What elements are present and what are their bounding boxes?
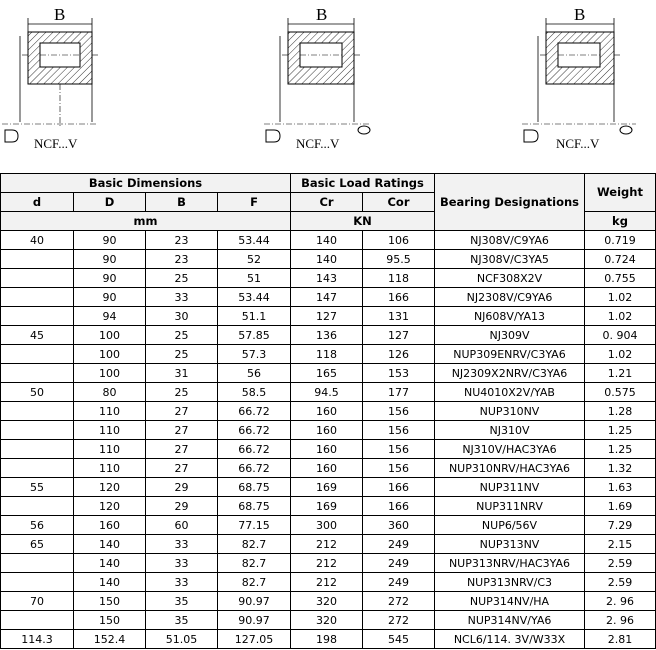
- dimension-b-label: B: [574, 5, 586, 24]
- table-row: [1, 288, 656, 307]
- cell-cr: 140: [291, 250, 363, 269]
- cell-b: 23: [146, 231, 218, 250]
- cell-f: 66.72: [218, 402, 291, 421]
- cell-weight: 1.63: [585, 478, 656, 497]
- table-row: [1, 440, 656, 459]
- cell-cor: 118: [363, 269, 435, 288]
- cell-cor: 156: [363, 440, 435, 459]
- cell-f: 82.7: [218, 535, 291, 554]
- cell-d: [1, 345, 74, 364]
- cell-f: 52: [218, 250, 291, 269]
- cell-designation: NUP313NRV/C3: [435, 573, 585, 592]
- table-row: [1, 611, 656, 630]
- cell-designation: NJ608V/YA13: [435, 307, 585, 326]
- col-header-D: D: [74, 193, 146, 212]
- drawing-caption: NCF...V: [34, 136, 78, 151]
- cell-cor: 272: [363, 592, 435, 611]
- cell-designation: NJ309V: [435, 326, 585, 345]
- cell-d: 90: [74, 269, 146, 288]
- cell-designation: NJ308V/C3YA5: [435, 250, 585, 269]
- cell-d: 152.4: [74, 630, 146, 649]
- bearing-drawings: [0, 0, 656, 172]
- bearing-spec-table: [0, 173, 656, 649]
- cell-cr: 118: [291, 345, 363, 364]
- cell-d: [1, 611, 74, 630]
- unit-mm: mm: [1, 212, 291, 231]
- col-header-Cor: Cor: [363, 193, 435, 212]
- cell-cr: 320: [291, 592, 363, 611]
- cell-cr: 160: [291, 440, 363, 459]
- cell-f: 57.3: [218, 345, 291, 364]
- cell-d: [1, 269, 74, 288]
- cell-cor: 156: [363, 459, 435, 478]
- cell-designation: NUP310NRV/HAC3YA6: [435, 459, 585, 478]
- cell-f: 90.97: [218, 592, 291, 611]
- cell-designation: NCL6/114. 3V/W33X: [435, 630, 585, 649]
- cell-cor: 127: [363, 326, 435, 345]
- cell-d: 90: [74, 250, 146, 269]
- table-row: [1, 592, 656, 611]
- cell-weight: 0. 904: [585, 326, 656, 345]
- cell-f: 53.44: [218, 288, 291, 307]
- cell-b: 29: [146, 497, 218, 516]
- cell-weight: 1.69: [585, 497, 656, 516]
- cell-d: [1, 288, 74, 307]
- cell-d: 120: [74, 478, 146, 497]
- table-row: [1, 345, 656, 364]
- cell-d: [1, 497, 74, 516]
- cell-weight: 0.575: [585, 383, 656, 402]
- cell-d: 65: [1, 535, 74, 554]
- cell-d: 140: [74, 535, 146, 554]
- cell-d: 150: [74, 592, 146, 611]
- cell-b: 30: [146, 307, 218, 326]
- cell-cor: 177: [363, 383, 435, 402]
- cell-f: 51: [218, 269, 291, 288]
- weight-header: Weight: [585, 174, 656, 212]
- cell-d: 40: [1, 231, 74, 250]
- bearing-drawing-3: [516, 0, 656, 160]
- cell-d: [1, 573, 74, 592]
- cell-cr: 94.5: [291, 383, 363, 402]
- cell-d: 80: [74, 383, 146, 402]
- unit-kg: kg: [585, 212, 656, 231]
- cell-d: 150: [74, 611, 146, 630]
- cell-cr: 212: [291, 573, 363, 592]
- cell-cr: 320: [291, 611, 363, 630]
- cell-b: 35: [146, 592, 218, 611]
- cell-cor: 131: [363, 307, 435, 326]
- bearing-designations-header: Bearing Designations: [435, 174, 585, 231]
- cell-cr: 300: [291, 516, 363, 535]
- cell-d: 140: [74, 554, 146, 573]
- cell-weight: 1.02: [585, 345, 656, 364]
- cell-b: 25: [146, 269, 218, 288]
- cell-d: [1, 307, 74, 326]
- cell-f: 66.72: [218, 421, 291, 440]
- cell-d: [1, 459, 74, 478]
- cell-d: 100: [74, 345, 146, 364]
- table-body: [1, 231, 656, 649]
- cell-cor: 249: [363, 554, 435, 573]
- cell-cor: 156: [363, 421, 435, 440]
- bearing-drawing-2: [258, 0, 388, 160]
- cell-d: 114.3: [1, 630, 74, 649]
- cell-cr: 169: [291, 497, 363, 516]
- table-row: [1, 459, 656, 478]
- cell-d: 120: [74, 497, 146, 516]
- cell-cor: 95.5: [363, 250, 435, 269]
- table-row: [1, 364, 656, 383]
- table-row: [1, 573, 656, 592]
- drawing-caption: NCF...V: [296, 136, 340, 151]
- cell-cr: 160: [291, 402, 363, 421]
- cell-b: 27: [146, 459, 218, 478]
- table-row: [1, 497, 656, 516]
- cell-b: 33: [146, 288, 218, 307]
- cell-cor: 166: [363, 497, 435, 516]
- cell-cr: 198: [291, 630, 363, 649]
- cell-d: 56: [1, 516, 74, 535]
- cell-cr: 143: [291, 269, 363, 288]
- cell-f: 82.7: [218, 554, 291, 573]
- cell-d: 100: [74, 326, 146, 345]
- cell-weight: 2.81: [585, 630, 656, 649]
- cell-weight: 0.724: [585, 250, 656, 269]
- cell-cor: 272: [363, 611, 435, 630]
- cell-designation: NUP6/56V: [435, 516, 585, 535]
- cell-cr: 140: [291, 231, 363, 250]
- cell-weight: 1.02: [585, 307, 656, 326]
- cell-b: 31: [146, 364, 218, 383]
- cell-f: 68.75: [218, 497, 291, 516]
- cell-designation: NJ2308V/C9YA6: [435, 288, 585, 307]
- cell-cr: 212: [291, 535, 363, 554]
- dimension-b-label: B: [54, 5, 66, 24]
- cell-cr: 127: [291, 307, 363, 326]
- cell-b: 25: [146, 345, 218, 364]
- basic-dimensions-header: Basic Dimensions: [1, 174, 291, 193]
- cell-weight: 1.25: [585, 440, 656, 459]
- cell-designation: NCF308X2V: [435, 269, 585, 288]
- cell-weight: 0.719: [585, 231, 656, 250]
- col-header-d: d: [1, 193, 74, 212]
- cell-cr: 212: [291, 554, 363, 573]
- table-row: [1, 269, 656, 288]
- cell-b: 25: [146, 383, 218, 402]
- cell-b: 23: [146, 250, 218, 269]
- cell-d: 70: [1, 592, 74, 611]
- cell-cor: 166: [363, 478, 435, 497]
- cell-designation: NJ2309X2NRV/C3YA6: [435, 364, 585, 383]
- cell-f: 56: [218, 364, 291, 383]
- cell-cor: 153: [363, 364, 435, 383]
- cell-b: 60: [146, 516, 218, 535]
- cell-cr: 169: [291, 478, 363, 497]
- cell-d: 90: [74, 231, 146, 250]
- cell-designation: NUP314NV/HA: [435, 592, 585, 611]
- cell-cr: 165: [291, 364, 363, 383]
- table-row: [1, 421, 656, 440]
- cell-f: 66.72: [218, 440, 291, 459]
- cell-d: 110: [74, 440, 146, 459]
- cell-cor: 545: [363, 630, 435, 649]
- cell-cor: 360: [363, 516, 435, 535]
- cell-f: 90.97: [218, 611, 291, 630]
- cell-b: 33: [146, 573, 218, 592]
- cell-weight: 1.25: [585, 421, 656, 440]
- cell-b: 33: [146, 554, 218, 573]
- cell-weight: 2.59: [585, 573, 656, 592]
- unit-kn: KN: [291, 212, 435, 231]
- table-row: [1, 231, 656, 250]
- cell-b: 27: [146, 402, 218, 421]
- cell-f: 53.44: [218, 231, 291, 250]
- cell-designation: NUP314NV/YA6: [435, 611, 585, 630]
- cell-weight: 0.755: [585, 269, 656, 288]
- cell-b: 33: [146, 535, 218, 554]
- cell-d: 94: [74, 307, 146, 326]
- cell-cr: 136: [291, 326, 363, 345]
- cell-weight: 2. 96: [585, 592, 656, 611]
- table-row: [1, 402, 656, 421]
- cell-cor: 106: [363, 231, 435, 250]
- bearing-drawing-1: [0, 0, 130, 160]
- cell-designation: NUP309ENRV/C3YA6: [435, 345, 585, 364]
- col-header-F: F: [218, 193, 291, 212]
- cell-weight: 2. 96: [585, 611, 656, 630]
- table-row: [1, 478, 656, 497]
- cell-d: 55: [1, 478, 74, 497]
- cell-d: [1, 250, 74, 269]
- table-row: [1, 535, 656, 554]
- cell-f: 77.15: [218, 516, 291, 535]
- table-row: [1, 554, 656, 573]
- cell-b: 35: [146, 611, 218, 630]
- cell-d: 90: [74, 288, 146, 307]
- table-row: [1, 516, 656, 535]
- cell-cr: 147: [291, 288, 363, 307]
- cell-b: 27: [146, 421, 218, 440]
- col-header-Cr: Cr: [291, 193, 363, 212]
- cell-designation: NUP311NV: [435, 478, 585, 497]
- cell-d: 110: [74, 402, 146, 421]
- cell-cor: 166: [363, 288, 435, 307]
- table-header: [1, 174, 656, 231]
- cell-designation: NUP313NV: [435, 535, 585, 554]
- table-row: [1, 307, 656, 326]
- cell-d: 50: [1, 383, 74, 402]
- cell-weight: 2.15: [585, 535, 656, 554]
- cell-b: 27: [146, 440, 218, 459]
- cell-designation: NUP313NRV/HAC3YA6: [435, 554, 585, 573]
- drawing-caption: NCF...V: [556, 136, 600, 151]
- table-row: [1, 630, 656, 649]
- cell-b: 25: [146, 326, 218, 345]
- cell-weight: 1.02: [585, 288, 656, 307]
- cell-f: 127.05: [218, 630, 291, 649]
- cell-d: 160: [74, 516, 146, 535]
- cell-weight: 1.32: [585, 459, 656, 478]
- cell-f: 51.1: [218, 307, 291, 326]
- dimension-b-label: B: [316, 5, 328, 24]
- table-row: [1, 326, 656, 345]
- cell-cor: 249: [363, 535, 435, 554]
- cell-weight: 1.21: [585, 364, 656, 383]
- cell-designation: NUP310NV: [435, 402, 585, 421]
- cell-d: [1, 440, 74, 459]
- cell-cor: 156: [363, 402, 435, 421]
- cell-designation: NU4010X2V/YAB: [435, 383, 585, 402]
- cell-cr: 160: [291, 459, 363, 478]
- cell-cr: 160: [291, 421, 363, 440]
- cell-cor: 249: [363, 573, 435, 592]
- cell-b: 29: [146, 478, 218, 497]
- cell-d: 110: [74, 421, 146, 440]
- cell-f: 82.7: [218, 573, 291, 592]
- cell-weight: 2.59: [585, 554, 656, 573]
- cell-d: 100: [74, 364, 146, 383]
- cell-designation: NJ310V/HAC3YA6: [435, 440, 585, 459]
- cell-cor: 126: [363, 345, 435, 364]
- cell-d: [1, 421, 74, 440]
- cell-d: [1, 402, 74, 421]
- cell-f: 68.75: [218, 478, 291, 497]
- table-row: [1, 250, 656, 269]
- table-row: [1, 383, 656, 402]
- cell-d: 110: [74, 459, 146, 478]
- cell-weight: 1.28: [585, 402, 656, 421]
- cell-designation: NUP311NRV: [435, 497, 585, 516]
- cell-designation: NJ308V/C9YA6: [435, 231, 585, 250]
- cell-f: 66.72: [218, 459, 291, 478]
- cell-weight: 7.29: [585, 516, 656, 535]
- cell-designation: NJ310V: [435, 421, 585, 440]
- cell-d: [1, 554, 74, 573]
- cell-f: 58.5: [218, 383, 291, 402]
- cell-d: 45: [1, 326, 74, 345]
- cell-b: 51.05: [146, 630, 218, 649]
- cell-d: [1, 364, 74, 383]
- cell-d: 140: [74, 573, 146, 592]
- cell-f: 57.85: [218, 326, 291, 345]
- basic-load-ratings-header: Basic Load Ratings: [291, 174, 435, 193]
- col-header-B: B: [146, 193, 218, 212]
